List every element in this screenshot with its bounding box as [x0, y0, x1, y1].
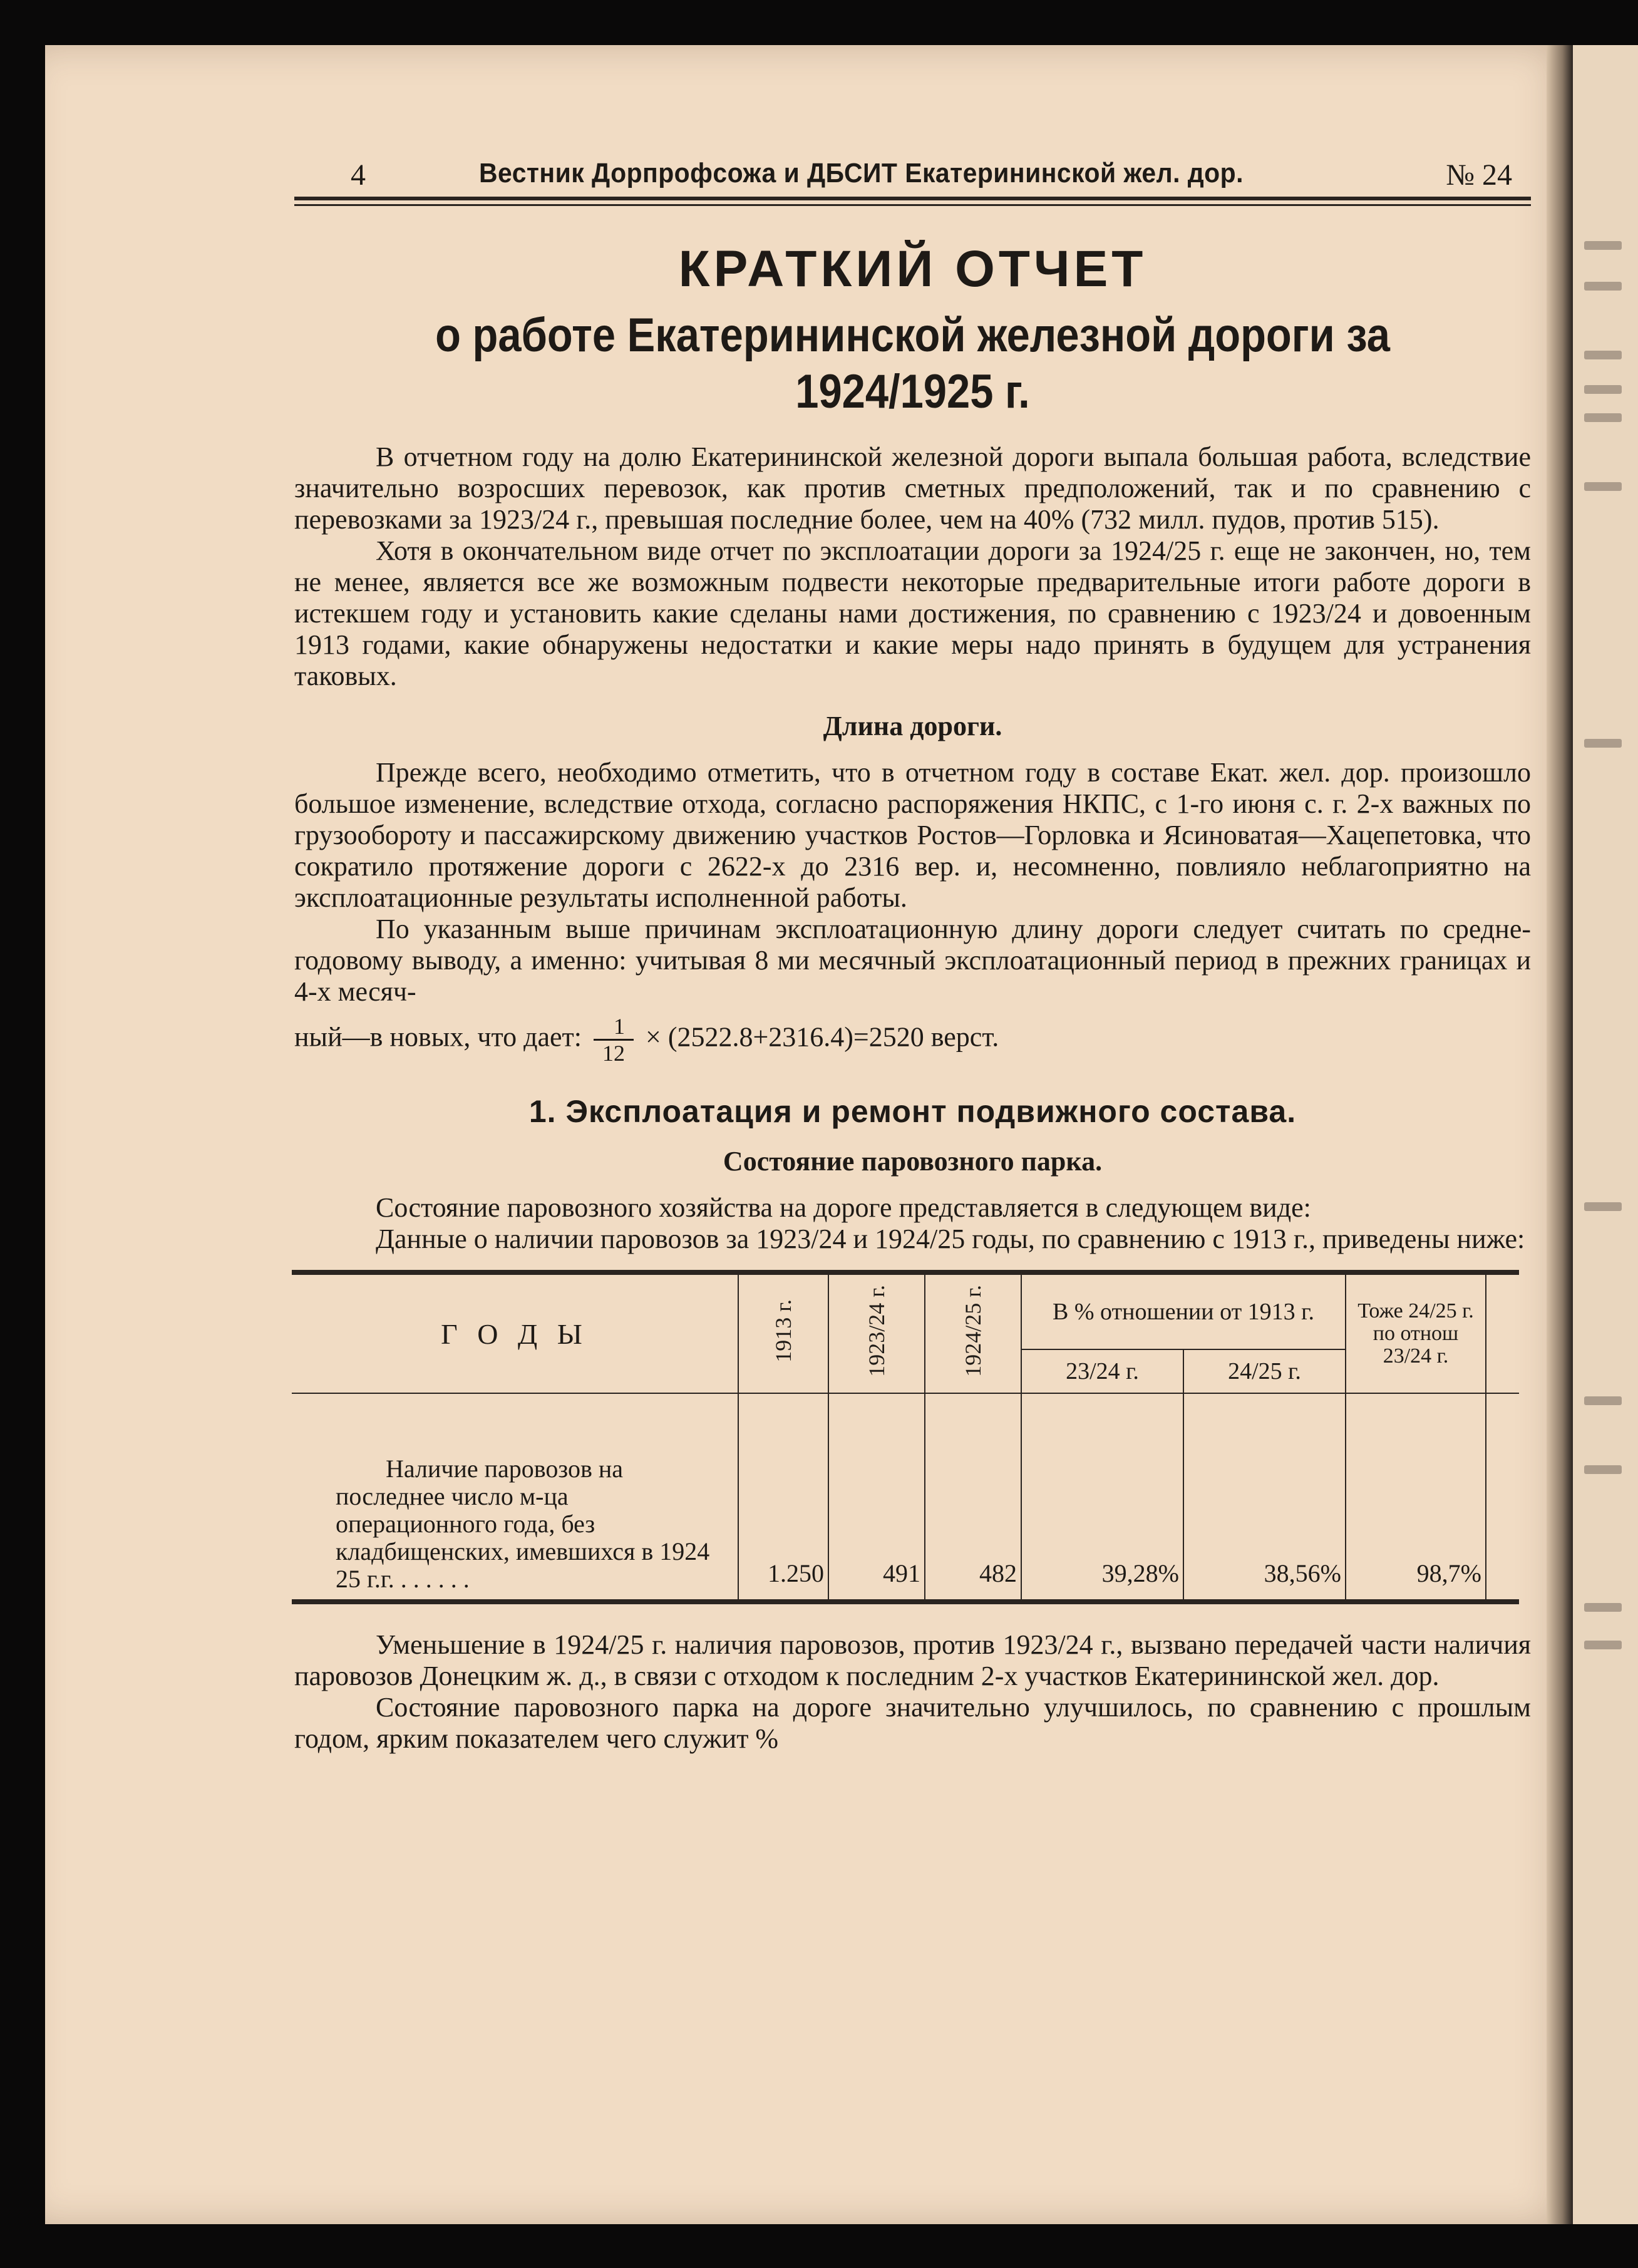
facing-page-edge [1573, 45, 1638, 2224]
cell-1913: 1.250 [738, 1393, 828, 1600]
paragraph-2: Хотя в окончательном виде отчет по эксплоатации дороги за 1924/25 г. еще не закончен, но, тем не менее, является все же возможным подвести некоторые предварительные итоги работе дороги в истекшем году и установить какие сделаны нами достижения, по сравнению с 1923/24 и довоенным 1913 годами, какие обнаружены недостатки и какие меры надо принять в будущем для устранения таковых. [294, 535, 1531, 691]
paragraph-3: Прежде всего, необходимо отметить, что в отчетном году в составе Екат. жел. дор. произошло большое изменение, вследствие отхода, согласно распоряжения НКПС, с 1-го июня с. г. 2-х важных по грузообороту и пассажирскому движению участков Ростов—Горловка и Ясиноватая—Хацепетовка, что сократило протяжение дороги с 2622-х до 2316 вер. и, несомненно, повлияло неблагоприятно на эксплоатационные результаты исполненной работы. [294, 757, 1531, 913]
section-heading-rolling-stock: 1. Эксплоатация и ремонт подвижного состава. [528, 1094, 1297, 1129]
col-same-group: Тоже 24/25 г. по отнош 23/24 г. [1346, 1274, 1486, 1393]
cell-1923: 491 [828, 1393, 925, 1600]
formula-prefix: ный—в новых, что дает: [294, 1021, 582, 1053]
page-number: 4 [351, 158, 366, 192]
header-rule [294, 204, 1531, 206]
section-heading-length: Длина дороги. [823, 711, 1002, 741]
col-years: Г О Д Ы [292, 1274, 738, 1393]
col-empty [1486, 1274, 1519, 1393]
page-content [294, 157, 1531, 1755]
paragraph-6: Данные о наличии паровозов за 1923/24 и 1924/25 годы, по сравнению с 1913 г., приведены ниже: [376, 1224, 1525, 1254]
locomotive-table [292, 1274, 1519, 1600]
cell-same: 98,7% [1346, 1393, 1486, 1600]
paragraph-8: Состояние паровозного парка на дороге значительно улучшилось, по сравнению с прошлым годом, ярким показателем чего служит % [294, 1692, 1531, 1754]
book-spine [1547, 45, 1573, 2224]
col-pct-group: В % отношении от 1913 г. [1021, 1274, 1346, 1349]
article-subtitle: о работе Екатерининской железной дороги за 1924/1925 г. [435, 309, 1390, 418]
paragraph-7: Уменьшение в 1924/25 г. наличия паровозов, против 1923/24 г., вызвано передачей части наличия паровозов Донецким ж. д., в связи с отходом к последним 2-х участков Екатерининской жел. дор. [294, 1629, 1531, 1691]
running-header [294, 157, 1531, 200]
table-row [292, 1393, 1519, 1600]
paragraph-4: По указанным выше причинам эксплоатационную длину дороги следует считать по средне-годовому выводу, а именно: учитывая 8 ми месячный эксплоатационный период в прежних границах и 4-х месяч- [294, 914, 1531, 1007]
paragraph-1: В отчетном году на долю Екатерининской железной дороги выпала большая работа, вследствие значительно возросших перевозок, как против сметных предположений, так и по сравнению с перевозками за 1923/24 г., превышая последние более, чем на 40% (732 милл. пудов, против 515). [294, 441, 1531, 535]
formula-line [294, 1014, 1531, 1066]
fraction-numerator: 1 [594, 1014, 634, 1041]
fraction-denominator: 12 [602, 1041, 625, 1066]
col-1913: 1913 г. [738, 1274, 828, 1393]
issue-number: № 24 [1446, 158, 1512, 192]
fraction [594, 1014, 634, 1066]
col-pct-2425: 24/25 г. [1183, 1349, 1346, 1393]
formula-rest: × (2522.8+2316.4)=2520 верст. [646, 1021, 999, 1053]
cell-pct-2324: 39,28% [1021, 1393, 1183, 1600]
col-1924: 1924/25 г. [925, 1274, 1021, 1393]
col-1923: 1923/24 г. [828, 1274, 925, 1393]
cell-empty [1486, 1393, 1519, 1600]
paragraph-5: Состояние паровозного хозяйства на дороге представляется в следующем виде: [376, 1192, 1311, 1223]
article-title: КРАТКИЙ ОТЧЕТ [678, 240, 1147, 297]
row-label: Наличие паровозов на последнее число м-ца операционного года, без кладбищенских, имевшихся в 1924 25 г.г. . . . . . . [292, 1393, 738, 1600]
journal-title: Вестник Дорпрофсожа и ДБСИТ Екатерининской жел. дор. [479, 158, 1244, 188]
cell-1924: 482 [925, 1393, 1021, 1600]
cell-pct-2425: 38,56% [1183, 1393, 1346, 1600]
locomotive-table-frame [292, 1270, 1519, 1604]
subsection-heading-locomotives: Состояние паровозного парка. [723, 1146, 1103, 1177]
col-pct-2324: 23/24 г. [1021, 1349, 1183, 1393]
